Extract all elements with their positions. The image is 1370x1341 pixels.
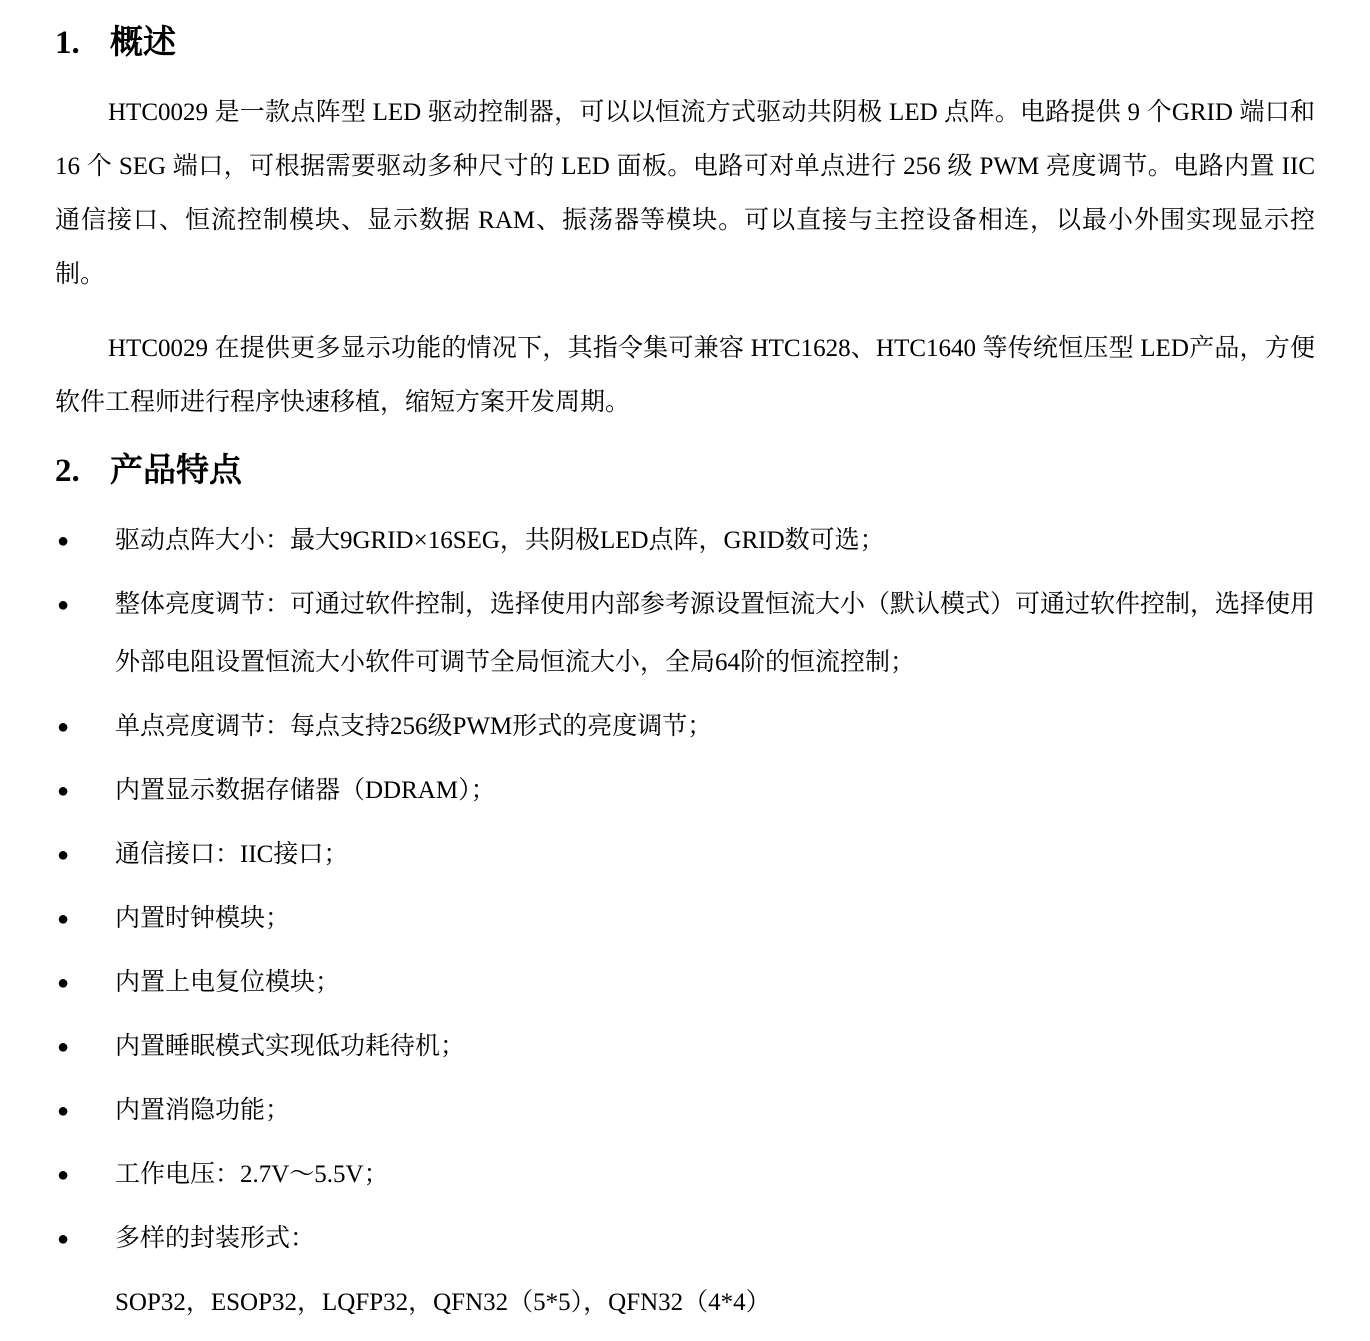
section-features-heading xyxy=(55,450,1315,492)
feature-text: 单点亮度调节：每点支持256级PWM形式的亮度调节； xyxy=(115,713,713,740)
section-features-title: 产品特点 xyxy=(110,453,242,489)
feature-item xyxy=(55,1146,1315,1204)
feature-text: 内置时钟模块； xyxy=(115,905,291,932)
feature-text: 内置上电复位模块； xyxy=(115,969,341,996)
feature-item xyxy=(55,954,1315,1012)
feature-list xyxy=(55,512,1315,1268)
feature-item xyxy=(55,1018,1315,1076)
feature-item xyxy=(55,1210,1315,1268)
bullet-icon: ● xyxy=(57,594,70,616)
feature-text: 内置睡眠模式实现低功耗待机； xyxy=(115,1033,466,1060)
feature-item xyxy=(55,826,1315,884)
bullet-icon: ● xyxy=(57,1228,70,1250)
package-options-line: SOP32，ESOP32，LQFP32，QFN32（5*5），QFN32（4*4） xyxy=(115,1289,771,1316)
feature-text: 驱动点阵大小：最大9GRID×16SEG，共阴极LED点阵，GRID数可选； xyxy=(115,527,885,554)
feature-item xyxy=(55,1082,1315,1140)
overview-paragraph-2: HTC0029 在提供更多显示功能的情况下，其指令集可兼容 HTC1628、HTC1640 等传统恒压型 LED产品，方便软件工程师进行程序快速移植，缩短方案开发周期。 xyxy=(55,335,1315,416)
bullet-icon: ● xyxy=(57,844,70,866)
bullet-icon: ● xyxy=(57,716,70,738)
feature-item xyxy=(55,890,1315,948)
bullet-icon: ● xyxy=(57,972,70,994)
feature-item xyxy=(55,576,1315,692)
feature-text: 内置显示数据存储器（DDRAM）； xyxy=(115,777,496,804)
feature-item xyxy=(55,512,1315,570)
section-overview-heading xyxy=(55,22,1315,64)
bullet-icon: ● xyxy=(57,1164,70,1186)
bullet-icon: ● xyxy=(57,1100,70,1122)
overview-paragraph-1: HTC0029 是一款点阵型 LED 驱动控制器，可以以恒流方式驱动共阴极 LED 点阵。电路提供 9 个GRID 端口和 16 个 SEG 端口，可根据需要驱动多种尺寸的 LED 面板。电路可对单点进行 256 级 PWM 亮度调节。电路内置 IIC 通信接口、恒流控制模块、显示数据 RAM、振荡器等模块。可以直接与主控设备相连，以最小外围实现显示控制。 xyxy=(55,99,1315,288)
bullet-icon: ● xyxy=(57,1036,70,1058)
feature-text: 内置消隐功能； xyxy=(115,1097,291,1124)
section-overview-title: 概述 xyxy=(110,25,176,61)
feature-text: 通信接口：IIC接口； xyxy=(115,841,349,868)
feature-item xyxy=(55,698,1315,756)
section-features-number: 2. xyxy=(55,453,80,489)
feature-item xyxy=(55,762,1315,820)
bullet-icon: ● xyxy=(57,780,70,802)
bullet-icon: ● xyxy=(57,908,70,930)
feature-text: 多样的封装形式： xyxy=(115,1225,316,1252)
feature-text: 工作电压：2.7V～5.5V； xyxy=(115,1161,389,1188)
bullet-icon: ● xyxy=(57,530,70,552)
feature-text: 整体亮度调节：可通过软件控制，选择使用内部参考源设置恒流大小（默认模式）可通过软件控制，选择使用外部电阻设置恒流大小软件可调节全局恒流大小，全局64阶的恒流控制； xyxy=(115,591,1316,676)
section-overview-number: 1. xyxy=(55,25,80,61)
